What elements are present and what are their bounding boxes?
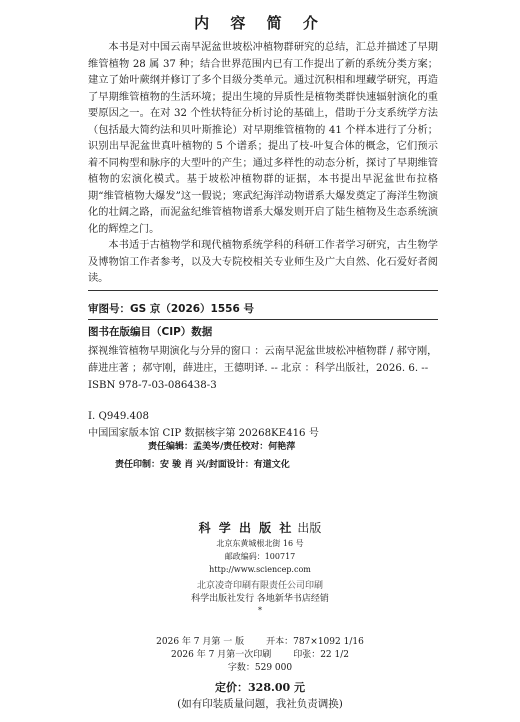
divider-cip: [88, 319, 438, 320]
page-title: 内 容 简 介: [194, 14, 326, 32]
quality-notice: (如有印装质量问题，我社负责调换): [177, 698, 343, 710]
publisher-block: [0, 522, 520, 616]
first-print-date: 2026 年 7 月第一次印刷: [170, 650, 272, 660]
divider-top: [88, 290, 438, 291]
publisher-logo-text: 科 学 出 版 社: [198, 521, 294, 535]
word-count: 字数：529 000: [227, 663, 293, 673]
distribution-info: 科学出版社发行 各地新华书店经销: [191, 594, 329, 604]
book-format: 开本：787×1092 1/16: [266, 637, 364, 647]
publisher-address: 北京东黄城根北街 16 号: [216, 539, 304, 548]
cip-classification: Ⅰ. Q949.408: [88, 411, 149, 422]
publisher-name-suffix: 出版: [297, 521, 322, 535]
first-edition-date: 2026 年 7 月第 一 版: [156, 637, 245, 647]
book-price: 定价：328.00 元: [215, 681, 305, 694]
separator-star: *: [258, 606, 262, 615]
price-block: [0, 680, 520, 712]
cip-core-number: 中国国家版本馆 CIP 数据核字第 20268KE416 号: [88, 428, 319, 439]
edition-info: [0, 636, 520, 675]
publisher-postal-code: 邮政编码：100717: [224, 552, 296, 561]
production-credits: 责任印制：安 骏 肖 兴/封面设计：有道文化: [115, 460, 290, 470]
cip-record: [88, 343, 438, 442]
printed-sheets: 印张：22 1/2: [293, 650, 350, 660]
map-approval-number: 审图号：GS 京（2026）1556 号: [88, 303, 254, 315]
publisher-website: http://www.sciencep.com: [209, 565, 311, 574]
intro-paragraph-2: 本书适于古植物学和现代植物系统学科的科研工作者学习研究，古生物学及博物馆工作者参考，以及大专院校相关专业师生及广大自然、化石爱好者阅读。: [88, 240, 438, 284]
intro-paragraph-1: 本书是对中国云南早泥盆世坡松冲植物群研究的总结，汇总并描述了早期维管植物 28 属 37 种；结合世界范围内已有工作提出了新的系统分类方案；建立了始叶蕨纲并修订了多个目级分类单元。通过沉积相和埋藏学研究，再造了早期维管植物的生活环境；提出生境的异质性是植物类群快速辐射演化的重要原因之一。在对 32 个性状特征分析讨论的基础上，借助于分支系统学方法（包括最大简约法和贝叶斯推论）对早期维管植物的 41 个样本进行了分析；识别出早泥盆世真叶植物的 5 个谱系；提出了枝-叶复合体的概念，它们预示着不同构型和脉序的大型叶的产生；通过多样性的动态分析，探讨了早期维管植物的宏演化模式。基于坡松冲植物群的证据，本书提出早泥盆世布拉格期“维管植物大爆发”这一假说；寒武纪海洋动物谱系大爆发奠定了海洋生物演化的壮阔之路，而泥盆纪维管植物谱系大爆发则开启了陆生植物及生态系统演化的辉煌之门。: [88, 42, 438, 235]
intro-text: [88, 40, 438, 288]
publisher-name: [0, 522, 520, 537]
printer-name: 北京凌奇印刷有限责任公司印刷: [196, 581, 323, 591]
cip-record-text: 探视维管植物早期演化与分异的窗口 ：云南早泥盆世坡松冲植物群 / 郝守刚，薛进庄著 ；郝守刚，薛进庄，王德明译. -- 北京 ：科学出版社，2026. 6. -- ISBN 978-7-03-086438-3: [88, 346, 438, 391]
cip-heading: 图书在版编目（CIP）数据: [88, 326, 213, 338]
editor-credits: 责任编辑：孟美岑/责任校对：何艳萍: [148, 442, 296, 452]
